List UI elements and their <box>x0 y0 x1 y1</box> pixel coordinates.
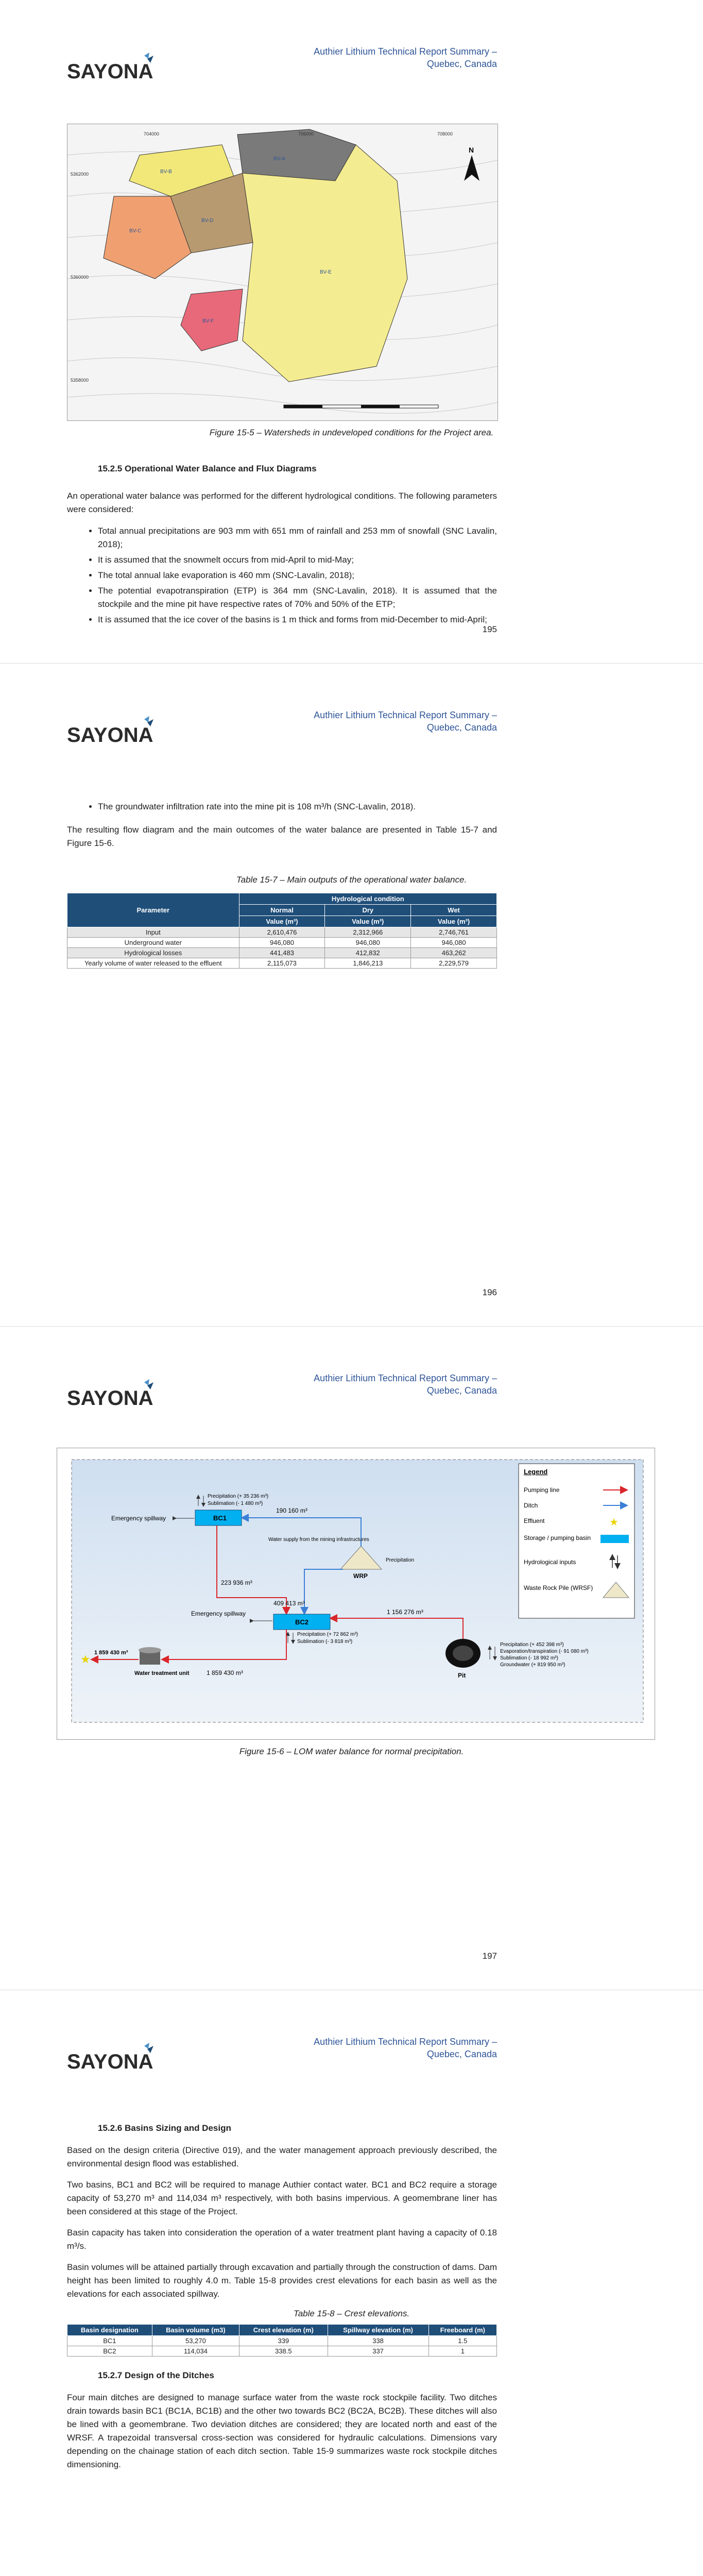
sayona-logo <box>67 2042 165 2075</box>
report-title <box>314 1372 497 1397</box>
legend-hydro-inputs: Hydrological inputs <box>524 1558 576 1566</box>
emergency-spillway-2: Emergency spillway <box>191 1610 246 1617</box>
water-balance-intro: An operational water balance was performed for the different hydrological conditions. The following parameters were considered: <box>67 491 497 514</box>
report-title-line2: Quebec, Canada <box>426 59 497 69</box>
bc1-label: BC1 <box>213 1514 227 1522</box>
effluent-star-icon: ★ <box>80 1653 91 1666</box>
table-row: Underground water 946,080 946,080 946,080 <box>67 937 497 947</box>
basin-label-f: BV-F <box>202 318 214 324</box>
page-196 <box>0 664 703 1327</box>
y-tick-1: 5362000 <box>71 172 89 177</box>
table-row: BC2 114,034 338.5 337 1 <box>67 2346 497 2356</box>
report-title-line1: Authier Lithium Technical Report Summary – <box>314 2036 497 2047</box>
wrp-label: WRP <box>353 1572 368 1580</box>
legend <box>519 1464 635 1618</box>
page-number: 197 <box>482 1951 497 1961</box>
page-197 <box>0 1327 703 1990</box>
flow-409413: 409 413 m³ <box>273 1600 305 1607</box>
report-title-line1: Authier Lithium Technical Report Summary – <box>314 1373 497 1383</box>
flow-1859430-b: 1 859 430 m³ <box>207 1669 243 1676</box>
crest-elevations-table: Basin designation Basin volume (m3) Crest elevation (m) Spillway elevation (m) Freeboard (m) BC1 53,270 339 338 1.5 BC2 114,034 338.5 337 1 <box>67 2324 497 2357</box>
report-title <box>314 709 497 734</box>
sayona-logo <box>67 52 165 85</box>
basin-label-c: BV-C <box>129 228 142 234</box>
sayona-logo <box>67 1378 165 1412</box>
basin-label-e: BV-E <box>320 269 332 275</box>
list-item: • The total annual lake evaporation is 460 mm (SNC-Lavalin, 2018); <box>98 569 497 582</box>
emergency-spillway-1: Emergency spillway <box>111 1515 166 1522</box>
flow-1156276: 1 156 276 m³ <box>387 1608 423 1616</box>
report-title-line1: Authier Lithium Technical Report Summary – <box>314 709 497 720</box>
legend-ditch: Ditch <box>524 1502 538 1509</box>
watershed-map <box>67 124 498 421</box>
bc1-input-precip: Precipitation (+ 35 236 m³) <box>208 1494 269 1499</box>
report-title-line2: Quebec, Canada <box>426 2048 497 2059</box>
report-title-line1: Authier Lithium Technical Report Summary – <box>314 46 497 57</box>
sayona-logo <box>67 715 165 749</box>
table-row: BC1 53,270 339 338 1.5 <box>67 2335 497 2346</box>
logo-text: SAYONA <box>67 2050 153 2073</box>
y-tick-3: 5358000 <box>71 378 89 383</box>
ditches-para: Four main ditches are designed to manage surface water from the waste rock stockpile facility. Two ditches drain towards basin BC1 (BC1A, BC1B) and the other two towards BC2 (BC2A, BC2B). These ditches will also be lined with a geomembrane. Two deviation ditches are considered; they are located north and east of the WRSF. A trapezoidal transversal cross-section was considered for hydraulic calculations. Dimensions vary depending on the chainage station of each ditch section. Table 15-9 summarizes waste rock stockpile ditches dimensioning. <box>67 2392 497 2469</box>
bc2-input-precip: Precipitation (+ 72 862 m³) <box>297 1632 358 1637</box>
flow-223936: 223 936 m³ <box>221 1579 252 1586</box>
north-label: N <box>469 146 474 154</box>
precipitation-label: Precipitation <box>386 1557 415 1563</box>
legend-pumping-line: Pumping line <box>524 1486 560 1494</box>
basins-para-2: Two basins, BC1 and BC2 will be required to manage Authier contact water. BC1 and BC2 require a storage capacity of 53,270 m³ and 114,034 m³ respectively, with both basins impervious. A geomembrane liner has been considered at this stage of the Project. <box>67 2179 497 2216</box>
water-balance-diagram-svg <box>57 1448 655 1739</box>
flow-diagram-intro: The resulting flow diagram and the main outcomes of the water balance are presented in Table 15-7 and Figure 15-6. <box>67 824 497 848</box>
table-row: Yearly volume of water released to the effluent 2,115,073 1,846,213 2,229,579 <box>67 958 497 968</box>
legend-effluent: Effluent <box>524 1517 545 1524</box>
table-15-7-title: Table 15-7 – Main outputs of the operational water balance. <box>236 874 467 885</box>
wtu-label: Water treatment unit <box>134 1670 190 1676</box>
table-row: Hydrological losses 441,483 412,832 463,262 <box>67 947 497 958</box>
pit-input-precip: Precipitation (+ 452 398 m³) <box>500 1642 564 1648</box>
pit-input-groundwater: Groundwater (+ 819 950 m³) <box>500 1662 565 1668</box>
water-balance-diagram <box>57 1448 655 1740</box>
unit-header: Value (m³) <box>239 916 325 927</box>
table-row: Input 2,610,476 2,312,966 2,746,761 <box>67 927 497 937</box>
sayona-logo-mark <box>67 1378 165 1409</box>
logo-text: SAYONA <box>67 723 153 746</box>
pit-input-evap: Evaporation/transpiration (- 91 080 m³) <box>500 1649 589 1654</box>
list-item: • It is assumed that the ice cover of the basins is 1 m thick and forms from mid-December to mid-April; <box>98 613 497 626</box>
figure-15-5-caption: Figure 15-5 – Watersheds in undeveloped conditions for the Project area. <box>209 428 494 437</box>
x-tick-3: 708000 <box>437 131 453 137</box>
infiltration-list <box>67 800 497 816</box>
basin-label-b: BV-B <box>160 169 172 175</box>
list-item: • It is assumed that the snowmelt occurs from mid-April to mid-May; <box>98 553 497 567</box>
report-title-line2: Quebec, Canada <box>426 722 497 733</box>
water-balance-table <box>67 893 497 969</box>
basin-label-a: BV-A <box>273 156 285 162</box>
page-195 <box>0 0 703 664</box>
water-treatment-unit <box>139 1647 161 1665</box>
section-15-2-6-heading: 15.2.6 Basins Sizing and Design <box>98 2123 231 2133</box>
legend-storage: Storage / pumping basin <box>524 1534 591 1541</box>
wet-header: Wet <box>411 904 497 916</box>
report-title <box>314 2036 497 2060</box>
y-tick-2: 5360000 <box>71 275 89 280</box>
bc2-input-sublimation: Sublimation (- 3 818 m³) <box>297 1639 353 1645</box>
sayona-logo-mark <box>67 715 165 746</box>
dry-header: Dry <box>325 904 411 916</box>
unit-header: Value (m³) <box>411 916 497 927</box>
list-item: • The potential evapotranspiration (ETP) is 364 mm (SNC-Lavalin, 2018). It is assumed that the stockpile and the mine pit have respective rates of 70% and 50% of the ETP; <box>98 584 497 611</box>
section-15-2-7-heading: 15.2.7 Design of the Ditches <box>98 2370 214 2380</box>
unit-header: Value (m³) <box>325 916 411 927</box>
flow-1859430-a: 1 859 430 m³ <box>94 1650 128 1656</box>
logo-text: SAYONA <box>67 1387 153 1409</box>
legend-wrsf: Waste Rock Pile (WRSF) <box>524 1584 593 1591</box>
x-tick-1: 704000 <box>144 131 160 137</box>
watershed-map-svg <box>67 124 498 420</box>
figure-15-6-caption: Figure 15-6 – LOM water balance for normal precipitation. <box>239 1747 464 1756</box>
report-title <box>314 45 497 70</box>
sayona-logo-mark <box>67 2042 165 2073</box>
water-supply-label: Water supply from the mining infrastructures <box>268 1537 369 1543</box>
basins-para-3: Basin capacity has taken into consideration the operation of a water treatment plant having a capacity of 0.18 m³/s. <box>67 2227 497 2251</box>
flow-190160: 190 160 m³ <box>276 1507 307 1514</box>
logo-text: SAYONA <box>67 60 153 82</box>
page-number: 195 <box>482 624 497 634</box>
bc1-input-sublimation: Sublimation (- 1 480 m³) <box>208 1501 263 1506</box>
basin-label-d: BV-D <box>201 218 214 224</box>
basins-para-1: Based on the design criteria (Directive 019), and the water management approach previously described, the environmental design flood was established. <box>67 2145 497 2168</box>
effluent-star-icon: ★ <box>609 1517 619 1528</box>
x-tick-2: 706000 <box>298 131 314 137</box>
section-15-2-5-heading: 15.2.5 Operational Water Balance and Flux Diagrams <box>98 464 317 473</box>
parameter-list <box>67 524 497 629</box>
legend-title: Legend <box>524 1468 548 1476</box>
pit-label: Pit <box>458 1672 466 1679</box>
table-15-8-title: Table 15-8 – Crest elevations. <box>293 2308 410 2318</box>
bc2-label: BC2 <box>295 1618 309 1626</box>
basins-para-4: Basin volumes will be attained partially through excavation and partially through the construction of dams. Dam height has been limited to roughly 4.0 m. Table 15-8 provides crest elevations for each basin as well as the elevations for each associated spillway. <box>67 2262 497 2299</box>
list-item: • The groundwater infiltration rate into the mine pit is 108 m³/h (SNC-Lavalin, 2018). <box>98 800 497 814</box>
pit-input-sublimation: Sublimation (- 18 992 m³) <box>500 1655 558 1661</box>
page-number: 196 <box>482 1287 497 1297</box>
sayona-logo-mark <box>67 52 165 82</box>
list-item: • Total annual precipitations are 903 mm with 651 mm of rainfall and 253 mm of snowfall (SNC Lavalin, 2018); <box>98 524 497 551</box>
hydrological-condition-header: Hydrological condition <box>239 893 496 904</box>
report-title-line2: Quebec, Canada <box>426 1385 497 1396</box>
page-198 <box>0 1990 703 2576</box>
param-header: Parameter <box>67 893 239 927</box>
normal-header: Normal <box>239 904 325 916</box>
